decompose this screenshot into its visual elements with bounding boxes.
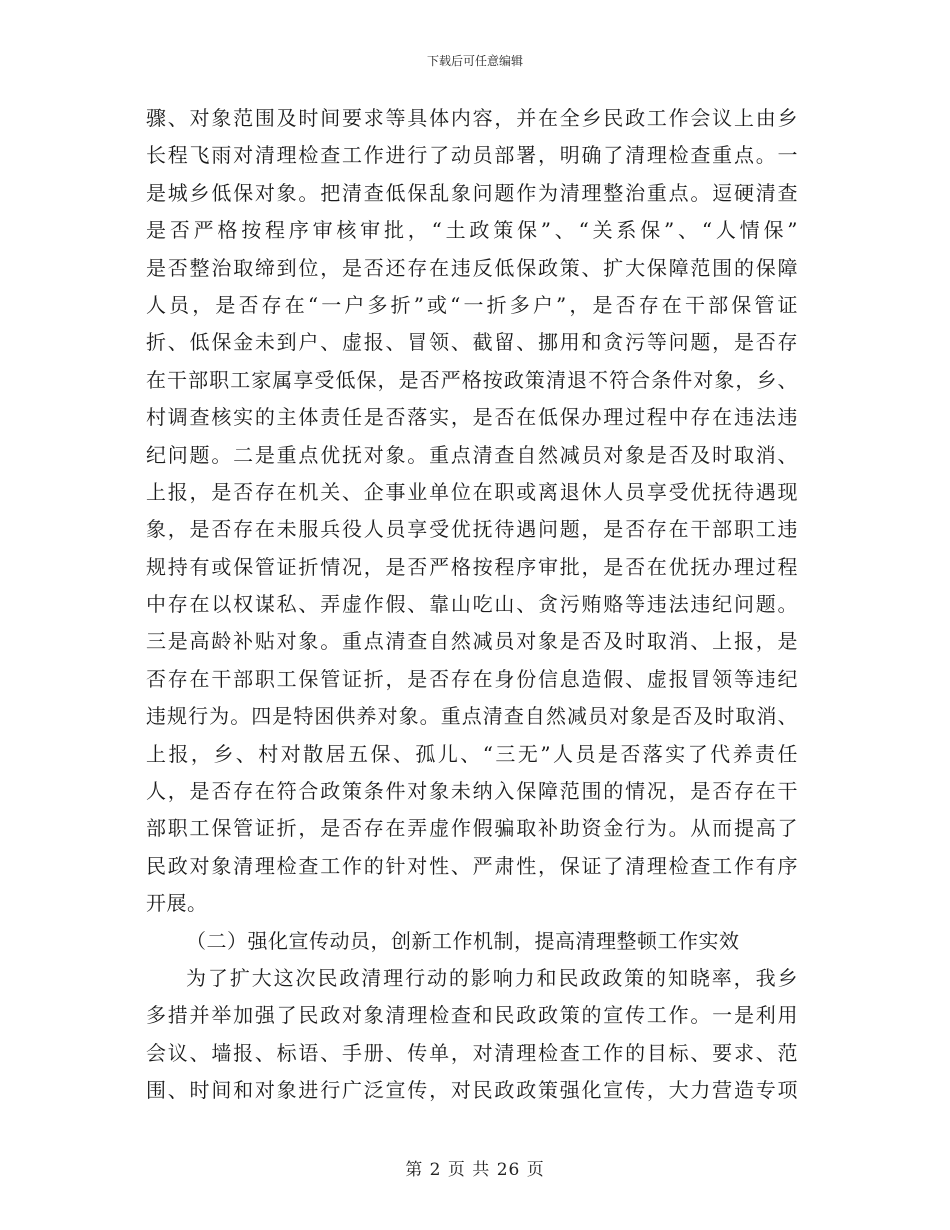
text-line: 骤、对象范围及时间要求等具体内容，并在全乡民政工作会议上由乡 [146, 106, 798, 130]
text-line: 是城乡低保对象。把清查低保乱象问题作为清理整治重点。逗硬清查 [146, 180, 798, 205]
text-line: 象，是否存在未服兵役人员享受优抚待遇问题，是否存在干部职工违 [146, 517, 798, 542]
page-header: 下载后可任意编辑 [426, 54, 523, 68]
text-line: 违规行为。四是特困供养对象。重点清查自然减员对象是否及时取消、 [146, 704, 798, 729]
text-line: 规持有或保管证折情况，是否严格按程序审批，是否在优抚办理过程 [146, 554, 798, 579]
text-line: 人，是否存在符合政策条件对象未纳入保障范围的情况，是否存在干 [146, 779, 798, 804]
text-line: 上报，乡、村对散居五保、孤儿、“三无”人员是否落实了代养责任 [146, 741, 798, 766]
text-line: 开展。 [146, 891, 208, 916]
text-line: 在干部职工家属享受低保，是否严格按政策清退不符合条件对象，乡、 [146, 367, 798, 392]
text-line: 部职工保管证折，是否存在弄虚作假骗取补助资金行为。从而提高了 [146, 816, 798, 841]
text-line: 为了扩大这次民政清理行动的影响力和民政政策的知晓率，我乡 [186, 965, 798, 990]
text-line: 长程飞雨对清理检查工作进行了动员部署，明确了清理检查重点。一 [146, 143, 798, 168]
text-line: 村调查核实的主体责任是否落实，是否在低保办理过程中存在违法违 [146, 405, 798, 430]
text-line: 中存在以权谋私、弄虚作假、靠山吃山、贪污贿赂等违法违纪问题。 [146, 592, 798, 617]
text-line: 围、时间和对象进行广泛宣传，对民政政策强化宣传，大力营造专项 [146, 1078, 798, 1103]
text-line: 折、低保金未到户、虚报、冒领、截留、挪用和贪污等问题，是否存 [146, 330, 798, 355]
document-body [146, 100, 798, 1110]
text-line: 是否整治取缔到位，是否还存在违反低保政策、扩大保障范围的保障 [146, 255, 798, 280]
text-line: 民政对象清理检查工作的针对性、严肃性，保证了清理检查工作有序 [146, 853, 798, 878]
text-line: 多措并举加强了民政对象清理检查和民政政策的宣传工作。一是利用 [146, 1003, 798, 1028]
text-line: 会议、墙报、标语、手册、传单，对清理检查工作的目标、要求、范 [146, 1040, 798, 1065]
text-line: 否存在干部职工保管证折，是否存在身份信息造假、虚报冒领等违纪 [146, 666, 798, 691]
text-line: 纪问题。二是重点优抚对象。重点清查自然减员对象是否及时取消、 [146, 442, 798, 467]
text-line: 人员，是否存在“一户多折”或“一折多户”，是否存在干部保管证 [146, 292, 798, 317]
section-heading: （二）强化宣传动员，创新工作机制，提高清理整顿工作实效 [186, 928, 740, 953]
text-line: 是否严格按程序审核审批，“土政策保”、“关系保”、“人情保” [146, 218, 798, 243]
text-line: 三是高龄补贴对象。重点清查自然减员对象是否及时取消、上报，是 [146, 629, 798, 654]
text-line: 上报，是否存在机关、企事业单位在职或离退休人员享受优抚待遇现 [146, 479, 798, 504]
page-footer: 第 2 页 共 26 页 [405, 1160, 545, 1180]
